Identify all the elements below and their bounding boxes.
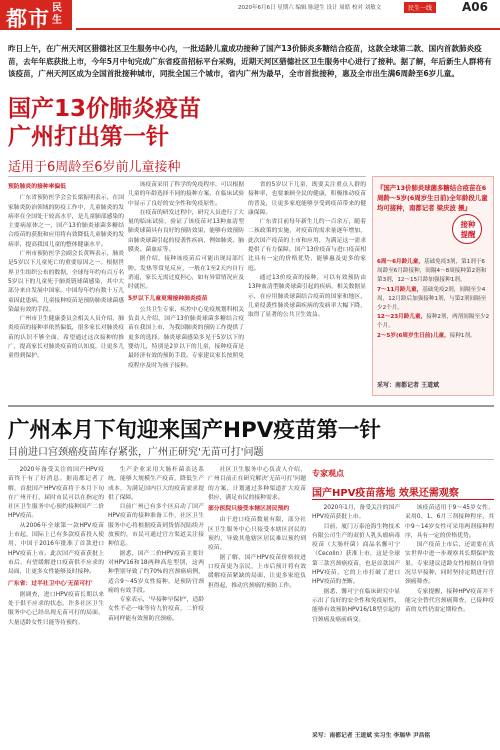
schedule-item bbox=[377, 286, 490, 314]
issue-meta: 2020年6月6日 星期六 编辑 陈建生 设计 周皓 校对 刘敏文 bbox=[238, 5, 382, 11]
reminder-badge bbox=[452, 214, 482, 244]
paragraph: 目前广州已有多个区启动了国产HPV疫苗的接种准备工作，社区卫生服务中心将根据疫苗到货情况陆续开放预约，市民可通过官方渠道关注接种信息。 bbox=[108, 504, 204, 548]
section-name: 都市 bbox=[6, 7, 50, 31]
masthead-rule bbox=[76, 28, 500, 30]
article2-subhead: 目前进口宫颈癌疫苗库存紧张，广州正研究'无苗可打'问题 bbox=[8, 447, 264, 458]
paragraph: 公共卫生专家、疾控中心免疫规划科相关负责人介绍，国产13价肺炎球菌多糖结合疫苗在我国上市，为我国肺炎的预防工作提供了更多的选择。肺炎球菌感染多见于5岁以下的婴幼儿，特别是2岁以下的儿童，接种疫苗是最经济有效的预防手段。专家建议家长按照免疫程序及时为孩子接种。 bbox=[128, 306, 244, 369]
photo-caption: 『国产13价肺炎球菌多糖结合疫苗在6周龄～5岁(6周岁生日前)全年龄段儿童均可接种，南都记者 梁庆波 摄』 bbox=[377, 184, 488, 212]
schedule-item bbox=[377, 332, 490, 341]
schedule-age-group: 2～5岁(6周岁生日前)儿童， bbox=[377, 332, 450, 339]
paragraph: 由于进口疫苗数量有限，部分社区卫生服务中心只接受本辖区居民的预约，导致其他辖区居民难以预约到疫苗。 bbox=[208, 517, 306, 552]
paragraph: 在疫苗的研发过程中，研究人员进行了大量的临床试验，验证了该疫苗对13种血清型肺炎球菌具有良好的预防效果，能够有效预防由肺炎球菌引起的侵袭性疾病，例如肺炎、脑膜炎、菌血症等。 bbox=[128, 209, 244, 254]
paragraph: 专家提醒，接种HPV疫苗并不能完全替代宫颈癌筛查，已接种疫苗的女性仍需定期检查。 bbox=[405, 588, 494, 614]
schedule-item bbox=[377, 258, 490, 286]
paragraph: 通过13价疫苗的接种，可以有效预防由13种血清型肺炎球菌引起的疾病，相关数据显示，在应用肺炎球菌结合疫苗的国家和地区，儿童侵袭性肺炎球菌疾病的发病率大幅下降，取得了显著的公共卫生效益。 bbox=[248, 274, 366, 319]
article1-column-2 bbox=[128, 181, 244, 399]
paragraph: 广州市卫生健康委员会相关人员介绍，肺炎疫苗的接种率依然偏低，很多家长对肺炎疫苗的认识不够全面，希望通过这次接种的推广，提高家长对肺炎疫苗的认知度，让更多儿童得到保护。 bbox=[8, 316, 124, 360]
schedule-age-group: 6周～6月龄儿童， bbox=[377, 259, 424, 265]
paragraph: 据悉，馨可宁在临床研究中显示出了良好的安全性和免疫原性，能够有效预防HPV16/18型引起的宫颈癌及癌前病变。 bbox=[312, 588, 400, 623]
article2-headline: 广州本月下旬迎来国产HPV疫苗第一针 bbox=[8, 418, 381, 443]
paragraph: 2020年备受关注的国产HPV疫苗终于有了好消息。据南都记者了解，首批国产HPV疫苗将于本月下旬在广州开打，届时市民可以在指定的社区卫生服务中心预约接种国产二价HPV疫苗。 bbox=[8, 467, 104, 520]
schedule-detail: 接种1剂。 bbox=[449, 332, 476, 339]
masthead bbox=[0, 0, 500, 34]
article1-column-1 bbox=[8, 181, 124, 399]
article1-headline-line2: 广州打出第一针 bbox=[8, 124, 169, 150]
paragraph: 社区卫生服务中心负责人介绍，广州目前正在研究解决'无苗可打'问题的方案，计划通过多种渠道扩大疫苗供应，满足市民的接种需求。 bbox=[208, 467, 306, 501]
article1-rule bbox=[8, 176, 366, 177]
expert-column-2 bbox=[405, 504, 494, 726]
schedule-item bbox=[377, 313, 490, 331]
schedule-detail: 基础免疫3剂，第1剂于6周龄至6月龄接种，间隔4～8周接种第2剂和第3剂，12～15月龄加强接种1剂。 bbox=[377, 259, 487, 284]
section-logo bbox=[0, 0, 72, 30]
column-subheading: 5岁以下儿童更需接种肺炎疫苗 bbox=[128, 295, 208, 302]
paragraph: 广东省目前每年新生儿约一百余万，随着二孩政策的实施，对疫苗的需求量逐年增加，此次国产疫苗的上市和应用，为满足这一需求提供了有力保障。国产13价疫苗与进口疫苗相比具有一定的价格优势，能够惠及更多的家庭。 bbox=[248, 219, 366, 272]
paragraph: 据调查，进口HPV疫苗长期以来处于供不应求的状态，许多社区卫生服务中心已经出现无苗可打的局面，大量适龄女性只能等待预约。 bbox=[8, 591, 104, 626]
schedule-detail: 接种2剂，两剂间隔至少2个月。 bbox=[377, 314, 490, 330]
paragraph: 目前，厦门万泰沧海生物技术有限公司生产的双价人乳头瘤病毒疫苗（大肠杆菌）商品名馨可宁（Cecolin）获准上市，这是全球第三款宫颈癌疫苗，也是首款国产HPV疫苗，它的上市打破了进口HPV疫苗的垄断。 bbox=[312, 523, 400, 586]
paragraph: 据介绍，接种该疫苗后可能出现局部红肿、发热等常见反应，一般在1至2天内自行消退，家长无需过度担心，如有异常情况应及时就医。 bbox=[128, 256, 244, 291]
paragraph: 广东省预防医学会会长梁振明表示，在国家肺炎防治领域的防疫工作中，儿童肺炎的发病率在全国处于较高水平，是儿童肺部感染的主要病原体之一，国产13价肺炎球菌多糖结合疫苗的获批和应用将有效降低儿童肺炎的发病率，提高我国儿童的整体健康水平。 bbox=[8, 195, 124, 248]
schedule-age-group: 12～23月龄儿童， bbox=[377, 314, 427, 321]
paragraph: 广州市预防医学会副会长黄辉表示，肺炎是5岁以下儿童死亡的重要原因之一。根据世界卫生组织公布的数据，全球每年约有百万名5岁以下的儿童死于肺炎链球菌感染，其中大部分来自发展中国家。中国每年约有数十万儿童因此患病，儿童接种疫苗是预防肺炎球菌感染最有效的手段。 bbox=[8, 251, 124, 313]
column-subheading: 预防肺炎的接种率偏低 bbox=[8, 184, 66, 190]
paragraph: 该疫苗适用于9～45岁女性，采用0、1、6月三剂接种程序，其中9～14岁女性可采用两剂接种程序，具有一定的价格优势。 bbox=[405, 505, 494, 539]
reminder-badge-text: 接种提醒 bbox=[460, 220, 476, 239]
article2-byline: 采写：南都记者 王道斌 实习生 李瑞华 尹昌铭 bbox=[312, 733, 431, 739]
page-number: A06 bbox=[462, 0, 488, 14]
expert-column-1 bbox=[312, 504, 400, 726]
article1-subhead: 适用于6周龄至6岁前儿童接种 bbox=[8, 160, 181, 175]
expert-rule bbox=[312, 499, 494, 500]
paragraph: 据了解，国产HPV疫苗价格较进口疫苗更为亲民，上市后预计将有效缓解疫苗紧缺的局面，让更多家庭负担得起，推动宫颈癌的预防工作。 bbox=[208, 554, 306, 589]
article2-column-1 bbox=[8, 466, 104, 746]
column-subheading: 部分医院只接受本辖区居民预约 bbox=[208, 506, 290, 513]
article2-column-2 bbox=[108, 466, 204, 746]
article1-byline: 采写：南都记者 王道斌 bbox=[377, 382, 440, 389]
section-divider bbox=[8, 405, 494, 407]
expert-section-tag: 专家观点 bbox=[312, 469, 344, 478]
article2-rule bbox=[8, 459, 494, 460]
section-subname: 民生 bbox=[52, 3, 62, 26]
column-subheading: 广东省：过半社卫中心'无苗可打' bbox=[8, 580, 93, 587]
paragraph: 据悉，国产二价HPV疫苗主要针对HPV16和18两种高危型别，这两种型别导致了约70%的宫颈癌病例，适合9～45岁女性接种，是预防宫颈癌的有效手段。 bbox=[108, 550, 204, 594]
section-tag: 民生一线 bbox=[404, 2, 436, 13]
paragraph: 从2006年全球第一款HPV疫苗上市起，国际上已有多款疫苗投入使用，中国于2016年批准了首款进口HPV疫苗上市。此次国产疫苗获批上市后，有望缓解进口疫苗供不应求的局面，让更多女性能够及时接种。 bbox=[8, 522, 104, 576]
schedule-age-group: 7～11月龄儿童， bbox=[377, 286, 423, 293]
reminder-schedule bbox=[377, 258, 490, 341]
expert-section-title: 国产HPV疫苗落地 效果还需观察 bbox=[312, 488, 459, 499]
paragraph: 生产企业采用大肠杆菌表达系统，能够大规模生产疫苗，降低生产成本，为满足国内巨大的疫苗需求提供了保障。 bbox=[108, 467, 204, 501]
schedule-detail: 基础免疫2剂，间隔至少4周，12月龄后加强接种1剂，与第2剂间隔至少2个月。 bbox=[377, 286, 487, 312]
article1-column-3 bbox=[248, 181, 366, 399]
paragraph: 该疫苗采用了科学的免疫程序，可以根据儿童的年龄选择不同的接种方案，在临床试验中显示了良好的安全性和免疫原性。 bbox=[128, 182, 244, 207]
paragraph: 专家表示，'早接种早保护'，适龄女性不必一味等待九价疫苗，二价疫苗同样能有效预防宫颈癌。 bbox=[108, 597, 204, 622]
paragraph: 省的5岁以下儿童，既要关注重点人群的接种率，也要兼顾全民的健康，积极推动疫苗的普及，让更多家庭能够享受到疫苗带来的健康保障。 bbox=[248, 182, 366, 216]
article1-headline-line1: 国产13价肺炎疫苗 bbox=[8, 96, 202, 122]
article2-column-3 bbox=[208, 466, 306, 746]
lead-paragraph: 昨日上午，在广州天河区猎德社区卫生服务中心内，一批适龄儿童成功接种了国产13价肺炎多糖结合疫苗，这款全球第二款、国内首款肺炎疫苗，去年年底获批上市，今年5月中旬完成广东省疫苗招标平台采购，近期天河区猎德社区卫生服务中心进行了接种。据了解，年后新生人群将有该疫苗，广州天河区成为全国首批接种城市，同批全国三个城市，省内广州为最早，全市首批接种，惠及全市出生满6周龄至6岁儿童。 bbox=[8, 44, 492, 78]
paragraph: 国产疫苗上市后，还需要在真实世界中进一步观察其长期保护效果，专家建议适龄女性根据自身情况尽早接种，同时坚持定期进行宫颈癌筛查。 bbox=[405, 542, 494, 586]
paragraph: 2020年1月，备受关注的国产HPV疫苗获批上市。 bbox=[312, 505, 400, 521]
